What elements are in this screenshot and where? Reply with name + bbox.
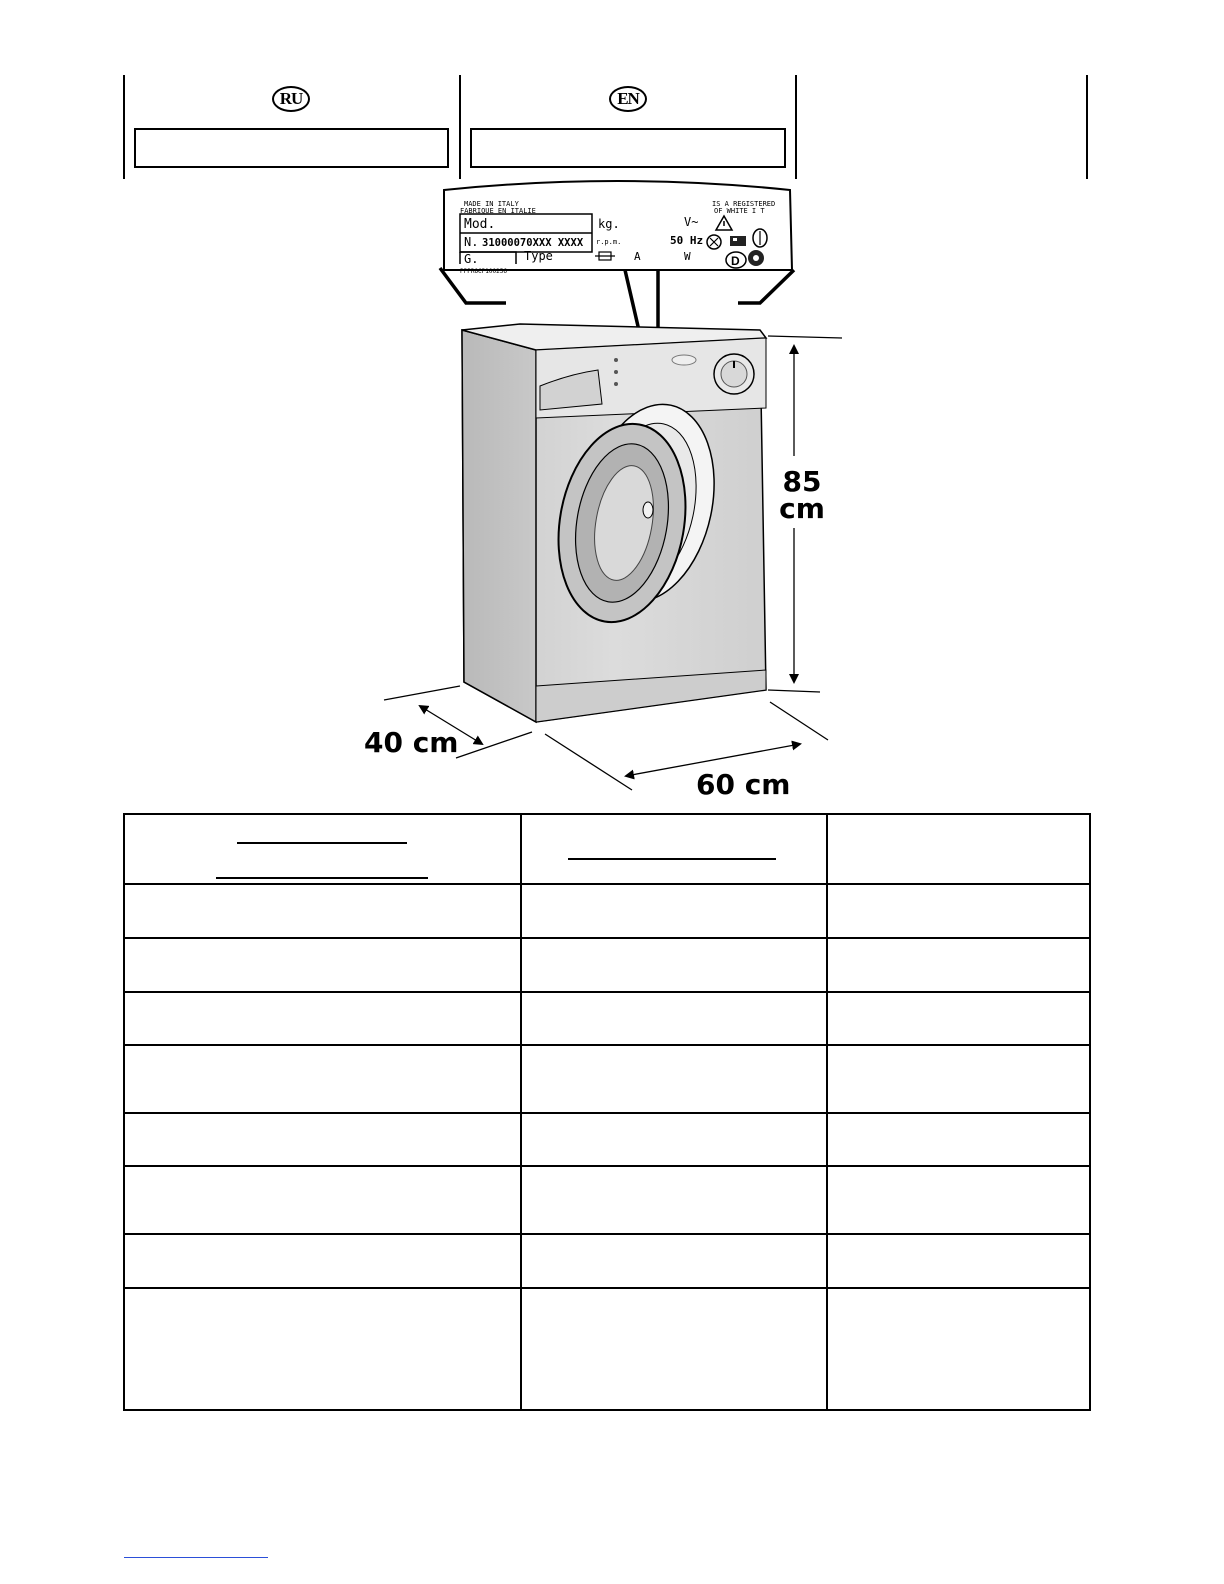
program-knob xyxy=(714,354,754,394)
plate-country-mark: D xyxy=(731,254,740,268)
plate-group-label: G. xyxy=(464,252,479,266)
header-divider-far-right xyxy=(1086,75,1088,179)
header-divider-left xyxy=(123,75,125,179)
plate-volt-label: V~ xyxy=(684,215,699,229)
header-underline-en xyxy=(568,858,776,860)
plate-type-label: Type xyxy=(524,249,553,263)
header-divider-center xyxy=(459,75,461,179)
specifications-table xyxy=(123,813,1091,1411)
plate-number-value: 31000070XXX XXXX xyxy=(482,237,584,249)
width-dimension-label: 60 cm xyxy=(696,768,791,800)
table-header-cell-en xyxy=(521,814,827,884)
plate-fabrique: FABRIQUE EN ITALIE xyxy=(460,207,536,215)
rating-plate xyxy=(444,181,792,275)
table-row xyxy=(124,1113,1090,1166)
plate-registered-line1: IS A REGISTERED xyxy=(712,200,776,208)
language-badge-ru: RU xyxy=(272,86,310,112)
plate-kg-label: kg. xyxy=(598,217,620,231)
table-row xyxy=(124,938,1090,992)
table-header-cell-ru xyxy=(124,814,521,884)
language-badge-en: EN xyxy=(609,86,647,112)
washing-machine xyxy=(462,324,766,722)
header-underline-ru-1 xyxy=(237,842,407,844)
table-header-row xyxy=(124,814,1090,884)
approval-seal-icon xyxy=(748,250,764,266)
plate-rpm-label: r.p.m. xyxy=(596,238,622,246)
table-row xyxy=(124,1288,1090,1410)
height-dimension-value: 85 xyxy=(782,465,822,498)
header-divider-right xyxy=(795,75,797,179)
plate-hz-label: 50 Hz xyxy=(670,234,704,247)
plate-number-label: N. xyxy=(464,235,479,249)
plate-footer-code: PPPROCP100256 xyxy=(460,268,507,275)
table-row xyxy=(124,1166,1090,1234)
footer-link-underline[interactable] xyxy=(124,1557,268,1558)
height-dimension-unit: cm xyxy=(779,492,825,525)
plate-registered-line2: OF WHITE I T xyxy=(714,207,765,215)
ru-title-box xyxy=(134,128,449,168)
table-row xyxy=(124,884,1090,938)
washing-machine-illustration xyxy=(340,178,880,800)
en-title-box xyxy=(470,128,786,168)
plate-amp-label: A xyxy=(634,250,641,263)
table-row xyxy=(124,1045,1090,1113)
table-row xyxy=(124,992,1090,1045)
plate-made-in: MADE IN ITALY xyxy=(464,200,519,208)
depth-dimension-label: 40 cm xyxy=(364,726,459,759)
plate-watt-label: W xyxy=(684,250,691,263)
table-header-cell-value xyxy=(827,814,1090,884)
header-underline-ru-2 xyxy=(216,877,428,879)
table-row xyxy=(124,1234,1090,1288)
certification-icon xyxy=(730,236,746,246)
control-panel-logo xyxy=(672,355,696,365)
plate-model-label: Mod. xyxy=(464,217,496,232)
